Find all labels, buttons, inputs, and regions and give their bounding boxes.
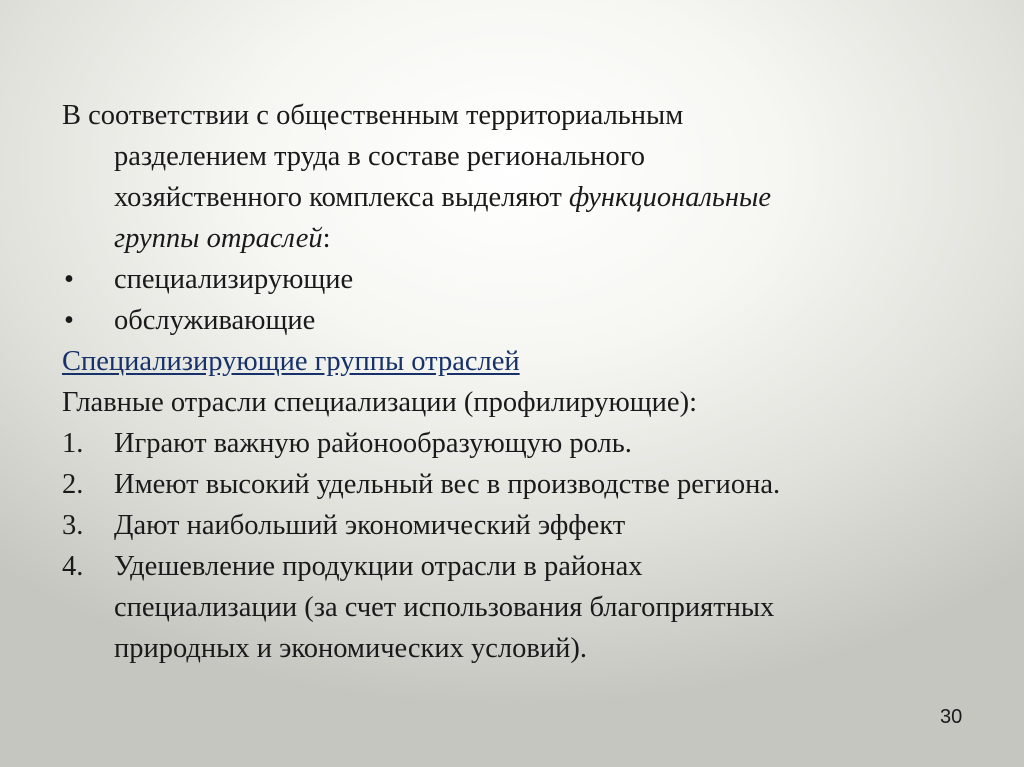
intro-line-1: В соответствии с общественным территориальным [62,100,684,131]
numbered-item [62,423,962,464]
bullet-marker: • [64,305,74,336]
bullet-text: обслуживающие [114,305,316,336]
bullet-item [62,300,962,341]
numbered-item-text-line: специализации (за счет использования благоприятных [114,592,775,623]
bullet-item [62,259,962,300]
intro-colon: : [322,223,331,254]
page-number: 30 [940,706,963,728]
numbered-item-text: Дают наибольший экономический эффект [114,510,626,541]
numbered-item-text: Играют важную районообразующую роль. [114,428,632,459]
numbered-item [62,464,962,505]
intro-line-3-text: хозяйственного комплекса выделяют [114,182,569,213]
numbered-item-text: Имеют высокий удельный вес в производстве региона. [114,469,781,500]
intro-emphasis-2: группы отраслей [114,223,323,254]
number-marker: 1. [62,428,84,459]
intro-line-3 [62,177,962,218]
intro-line-4 [62,218,962,259]
numbered-item-text-line: Удешевление продукции отрасли в районах [114,551,643,582]
slide-content [62,95,962,669]
section-link-row [62,341,962,382]
numbered-item-body [114,546,774,669]
intro-emphasis-1: функциональные [568,182,771,213]
numbered-item [62,546,962,669]
number-marker: 3. [62,510,84,541]
number-marker: 4. [62,551,84,582]
intro-line-2: разделением труда в составе регионального [114,141,645,172]
number-marker: 2. [62,469,84,500]
numbered-item [62,505,962,546]
bullet-marker: • [64,264,74,295]
subheading: Главные отрасли специализации (профилирующие): [62,387,697,418]
bullet-text: специализирующие [114,264,354,295]
section-link[interactable]: Специализирующие группы отраслей [62,346,520,377]
numbered-item-text-line: природных и экономических условий). [114,633,587,664]
